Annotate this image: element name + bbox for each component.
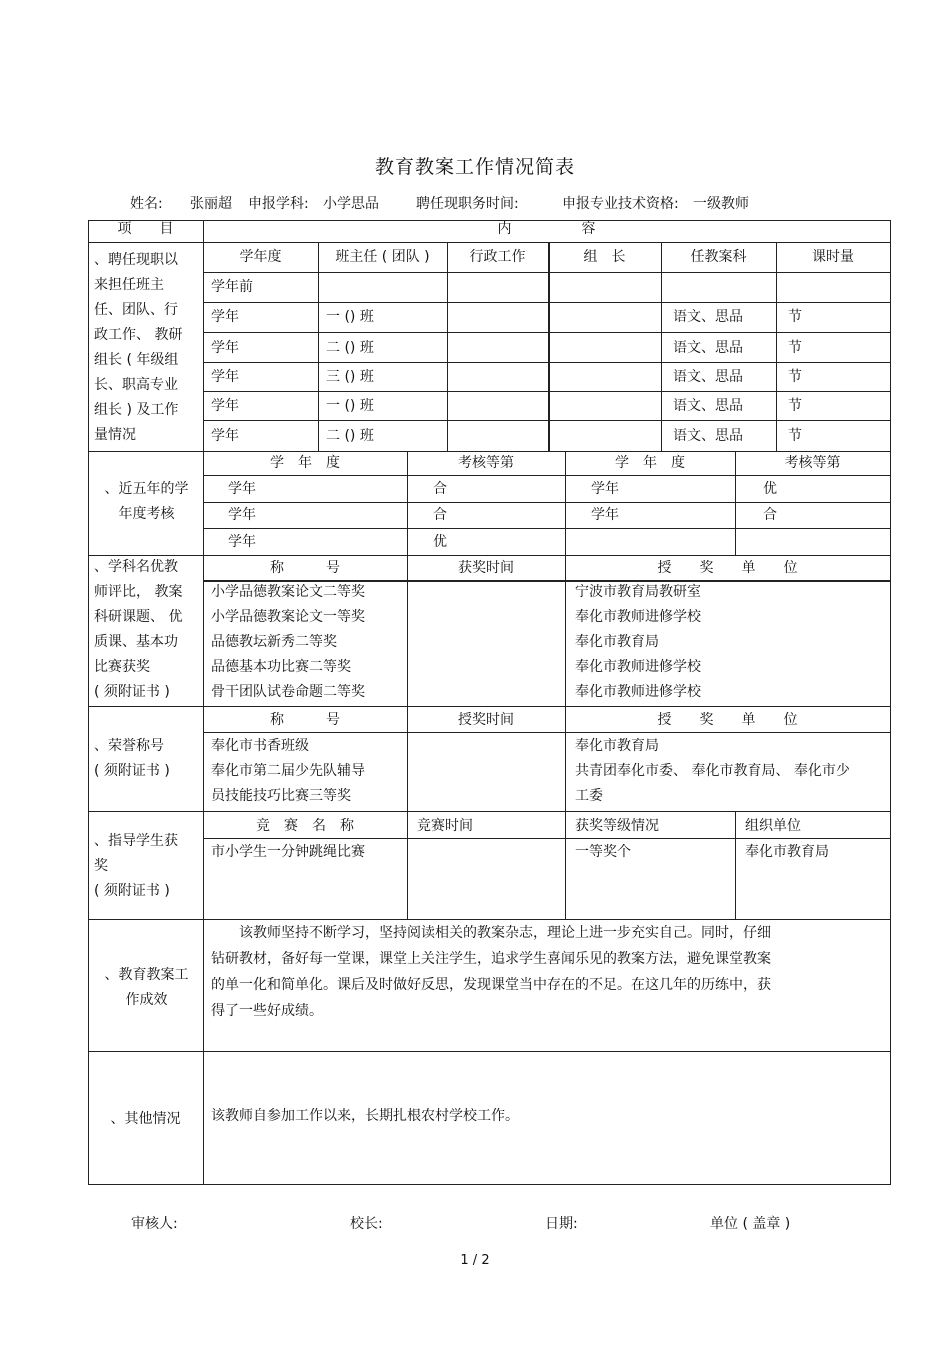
- list-item: 共青团奉化市委、 奉化市教育局、 奉化市少: [575, 763, 850, 779]
- section3-label: 、学科名优教 师评比， 教案 科研课题、 优 质课、基本功 比赛获奖 ( 须附证书 ): [94, 559, 183, 700]
- list-item: 小学品德教案论文一等奖: [211, 609, 365, 625]
- subject-label: 申报学科:: [248, 196, 309, 212]
- name-value: 张丽超: [190, 196, 232, 212]
- list-item: 奉化市教育局: [575, 738, 659, 754]
- list-item: 奉化市教育局: [575, 634, 659, 650]
- reviewer-label: 审核人:: [131, 1216, 178, 1232]
- list-item: 奉化市教师进修学校: [575, 659, 701, 675]
- list-item: 奉化市第二届少先队辅导: [211, 763, 365, 779]
- page-number: 1 / 2: [460, 1253, 490, 1268]
- header-content: 内 容: [497, 221, 596, 237]
- list-item: 奉化市书香班级: [211, 738, 309, 754]
- list-item: 骨干团队试卷命题二等奖: [211, 684, 365, 700]
- section1-label: 、聘任现职以 来担任班主 任、团队、行 政工作、 教研 组长 ( 年级组 长、职高专业 组长 ) 及工作 量情况: [94, 252, 183, 443]
- section6-label: 、教育教案工 作成效: [104, 967, 189, 1008]
- list-item: 工委: [575, 788, 603, 804]
- honor-units-list: [575, 734, 850, 809]
- name-label: 姓名:: [130, 196, 163, 212]
- award-units-list: [575, 580, 701, 705]
- unit-stamp-label: 单位 ( 盖章 ): [710, 1216, 791, 1232]
- list-item: 品德教坛新秀二等奖: [211, 634, 337, 650]
- section5-label: 、指导学生获 奖 ( 须附证书 ): [94, 833, 178, 899]
- header-item: 项 目: [117, 221, 174, 237]
- list-item: 品德基本功比赛二等奖: [211, 659, 351, 675]
- list-item: 宁波市教育局教研室: [575, 584, 701, 600]
- section7-label: 、其他情况: [110, 1111, 181, 1127]
- principal-label: 校长:: [350, 1216, 383, 1232]
- subject-value: 小学思品: [323, 196, 379, 212]
- list-item: 奉化市教师进修学校: [575, 684, 701, 700]
- list-item: 员技能技巧比赛三等奖: [211, 788, 351, 804]
- section2-label: 、近五年的学 年度考核: [104, 481, 189, 522]
- qualification-value: 一级教师: [693, 196, 749, 212]
- page-title: 教育教案工作情况简表: [374, 156, 575, 178]
- section7-text: 该教师自参加工作以来，长期扎根农村学校工作。: [211, 1108, 519, 1124]
- list-item: 奉化市教师进修学校: [575, 609, 701, 625]
- section4-label: 、荣誉称号 ( 须附证书 ): [94, 738, 170, 779]
- qualification-label: 申报专业技术资格:: [562, 196, 679, 212]
- duty-time-label: 聘任现职务时间:: [416, 196, 519, 212]
- award-titles-list: [211, 580, 365, 705]
- date-label: 日期:: [545, 1216, 578, 1232]
- section6-text: 该教师坚持不断学习，坚持阅读相关的教案杂志，理论上进一步充实自己。同时，仔细 钻研教材，备好每一堂课，课堂上关注学生，追求学生喜闻乐见的教案方法，避免课堂教案 的单一化和简单化。课后及时做好反思，发现课堂当中存在的不足。在这几年的历练中，获 得了一些好成绩。: [211, 925, 771, 1019]
- honor-titles-list: [211, 734, 365, 809]
- list-item: 小学品德教案论文二等奖: [211, 584, 365, 600]
